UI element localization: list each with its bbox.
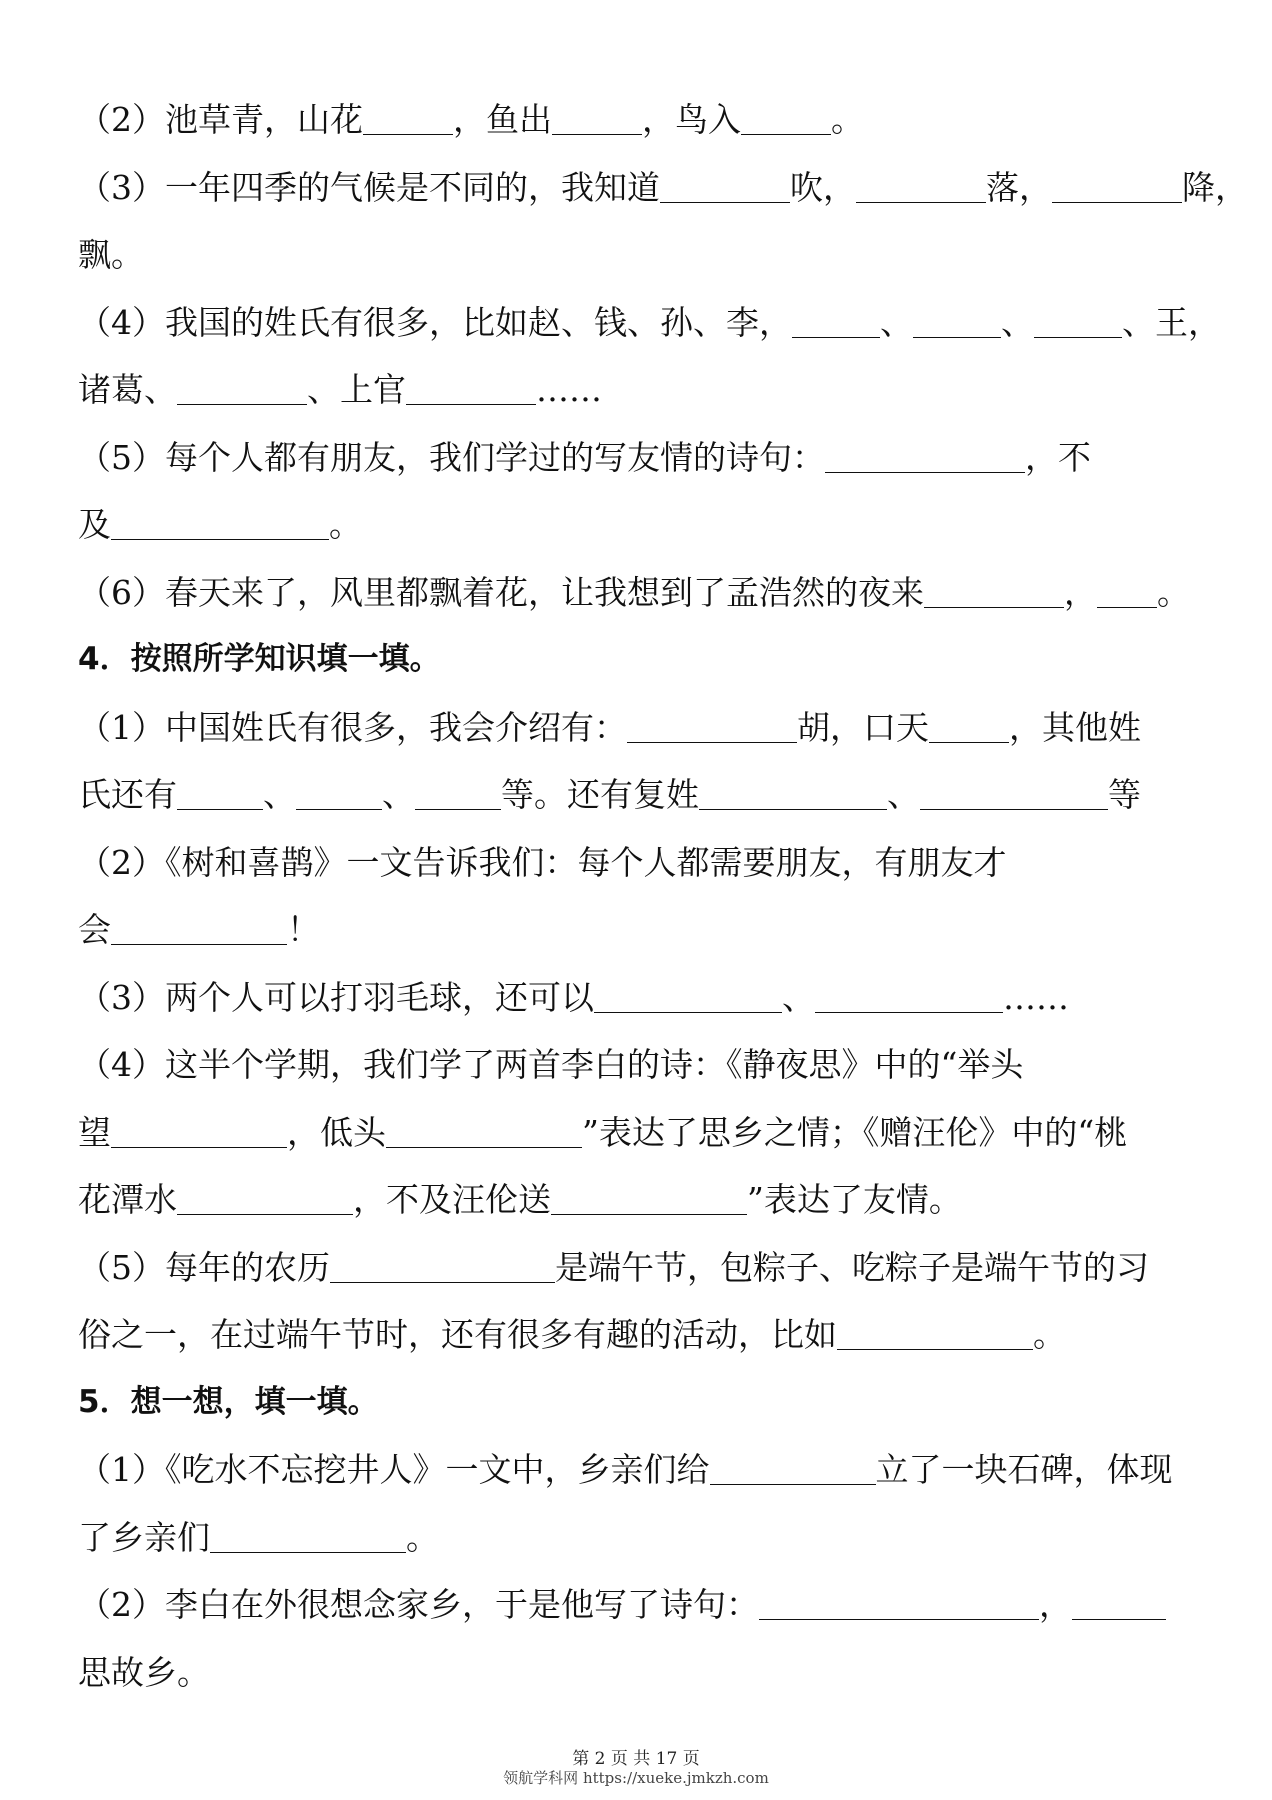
text-segment: 飘。 [78, 235, 144, 274]
text-segment: 、 [1001, 302, 1034, 342]
text-line [78, 761, 1208, 829]
site-watermark: 领航学科网 https://xueke.jmkzh.com [503, 1769, 769, 1787]
text-segment: （2）《树和喜鹊》一文告诉我们：每个人都需要朋友，有朋友才 [78, 842, 1007, 882]
text-segment: 了乡亲们 [78, 1517, 210, 1557]
section-heading [78, 626, 1208, 694]
text-segment: （1）中国姓氏有很多，我会介绍有： [78, 707, 627, 747]
answer-blank[interactable] [1072, 1589, 1166, 1620]
text-segment: 、 [782, 977, 815, 1017]
text-line [78, 1571, 1208, 1639]
text-segment: 及 [78, 505, 111, 544]
text-segment: ，鸟入 [642, 100, 741, 139]
answer-blank[interactable] [1034, 307, 1122, 338]
answer-blank[interactable] [551, 1184, 747, 1215]
answer-blank[interactable] [111, 914, 287, 945]
text-segment: 氏还有 [78, 775, 177, 814]
text-line [78, 1301, 1208, 1369]
answer-blank[interactable] [710, 1454, 876, 1485]
text-segment: （2）池草青，山花 [78, 100, 363, 139]
text-segment: 、 [880, 302, 913, 342]
text-line [78, 964, 1208, 1032]
text-line [78, 1639, 1208, 1707]
text-segment: （4）这半个学期，我们学了两首李白的诗：《静夜思》中的“举头 [78, 1045, 1024, 1084]
answer-blank[interactable] [920, 779, 1108, 810]
text-segment: ， [1039, 1585, 1072, 1624]
text-line [78, 829, 1208, 897]
page-number: 第 2 页 共 17 页 [572, 1749, 700, 1769]
text-segment: 花潭水 [78, 1180, 177, 1219]
answer-blank[interactable] [386, 1117, 582, 1148]
text-segment: …… [1003, 977, 1069, 1017]
text-segment: ，不 [1025, 437, 1091, 477]
answer-blank[interactable] [792, 307, 880, 338]
text-line [78, 86, 1208, 154]
answer-blank[interactable] [177, 779, 263, 810]
answer-blank[interactable] [929, 712, 1009, 743]
text-segment: 望 [78, 1112, 111, 1152]
text-segment: …… [536, 370, 602, 409]
text-segment: 会 [78, 910, 111, 949]
text-line [78, 1099, 1208, 1167]
answer-blank[interactable] [759, 1589, 1039, 1620]
answer-blank[interactable] [815, 982, 1003, 1013]
text-segment: ，低头 [287, 1112, 386, 1152]
text-segment: 、上官 [307, 370, 406, 409]
text-segment: 、 [263, 775, 296, 814]
text-segment: 。 [329, 505, 362, 544]
answer-blank[interactable] [594, 982, 782, 1013]
text-segment: 5．想一想，填一填。 [78, 1383, 379, 1420]
text-segment: （3）两个人可以打羽毛球，还可以 [78, 977, 594, 1017]
text-line [78, 1166, 1208, 1234]
text-segment: 俗之一，在过端午节时，还有很多有趣的活动，比如 [78, 1315, 837, 1354]
worksheet-body [78, 86, 1248, 1706]
text-line [78, 289, 1221, 357]
answer-blank[interactable] [837, 1319, 1033, 1350]
answer-blank[interactable] [913, 307, 1001, 338]
answer-blank[interactable] [1097, 577, 1157, 608]
text-segment: 胡，口天 [797, 707, 929, 747]
text-line [78, 1234, 1208, 1302]
text-segment: 降， [1182, 167, 1248, 207]
text-segment: 吹， [790, 167, 856, 207]
text-segment: （5）每个人都有朋友，我们学过的写友情的诗句： [78, 437, 825, 477]
text-segment: 诸葛、 [78, 370, 177, 409]
answer-blank[interactable] [741, 104, 831, 135]
text-line [78, 1436, 1208, 1504]
text-segment: ， [1064, 572, 1097, 612]
answer-blank[interactable] [177, 1184, 353, 1215]
answer-blank[interactable] [363, 104, 453, 135]
text-segment: 。 [1157, 572, 1190, 612]
text-segment: （3）一年四季的气候是不同的，我知道 [78, 167, 660, 207]
answer-blank[interactable] [330, 1252, 555, 1283]
text-segment: ，不及汪伦送 [353, 1180, 551, 1219]
text-segment: （5）每年的农历 [78, 1247, 330, 1287]
text-segment: 。 [831, 100, 864, 139]
answer-blank[interactable] [210, 1522, 406, 1553]
answer-blank[interactable] [177, 374, 307, 405]
answer-blank[interactable] [825, 442, 1025, 473]
text-segment: （6）春天来了，风里都飘着花，让我想到了孟浩然的夜来 [78, 572, 924, 612]
text-segment: ”表达了思乡之情；《赠汪伦》中的“桃 [582, 1112, 1128, 1152]
answer-blank[interactable] [660, 172, 790, 203]
answer-blank[interactable] [111, 1117, 287, 1148]
text-line [78, 694, 1208, 762]
text-segment: ”表达了友情。 [747, 1180, 962, 1219]
text-line [78, 1504, 1208, 1572]
text-line [78, 424, 1208, 492]
text-segment: 。 [406, 1517, 439, 1557]
answer-blank[interactable] [111, 509, 329, 540]
text-segment: 、王， [1122, 302, 1221, 342]
text-segment: （4）我国的姓氏有很多，比如赵、钱、孙、李， [78, 302, 792, 342]
text-segment: （2）李白在外很想念家乡，于是他写了诗句： [78, 1585, 759, 1624]
text-segment: 思故乡。 [78, 1652, 210, 1692]
text-segment: 是端午节，包粽子、吃粽子是端午节的习 [555, 1247, 1149, 1287]
text-segment: 落， [986, 167, 1052, 207]
text-line [78, 559, 1208, 627]
answer-blank[interactable] [406, 374, 536, 405]
text-segment: ，鱼出 [453, 100, 552, 139]
text-line [78, 154, 1248, 222]
answer-blank[interactable] [856, 172, 986, 203]
text-line [78, 356, 1208, 424]
text-line [78, 896, 1208, 964]
answer-blank[interactable] [1052, 172, 1182, 203]
text-segment: 等 [1108, 775, 1141, 814]
text-segment: 、 [382, 775, 415, 814]
answer-blank[interactable] [415, 779, 501, 810]
text-segment: （1）《吃水不忘挖井人》一文中，乡亲们给 [78, 1450, 710, 1489]
answer-blank[interactable] [699, 779, 887, 810]
answer-blank[interactable] [627, 712, 797, 743]
text-segment: 等。还有复姓 [501, 775, 699, 814]
answer-blank[interactable] [296, 779, 382, 810]
text-line [78, 1031, 1208, 1099]
text-line [78, 221, 1208, 289]
text-segment: ！ [287, 910, 320, 949]
text-segment: 立了一块石碑，体现 [875, 1450, 1173, 1489]
text-segment: ，其他姓 [1009, 707, 1141, 747]
text-segment: 。 [1033, 1315, 1066, 1354]
text-line [78, 491, 1208, 559]
section-heading [78, 1369, 1208, 1437]
text-segment: 4．按照所学知识填一填。 [78, 641, 441, 677]
answer-blank[interactable] [924, 577, 1064, 608]
answer-blank[interactable] [552, 104, 642, 135]
text-segment: 、 [887, 775, 920, 814]
